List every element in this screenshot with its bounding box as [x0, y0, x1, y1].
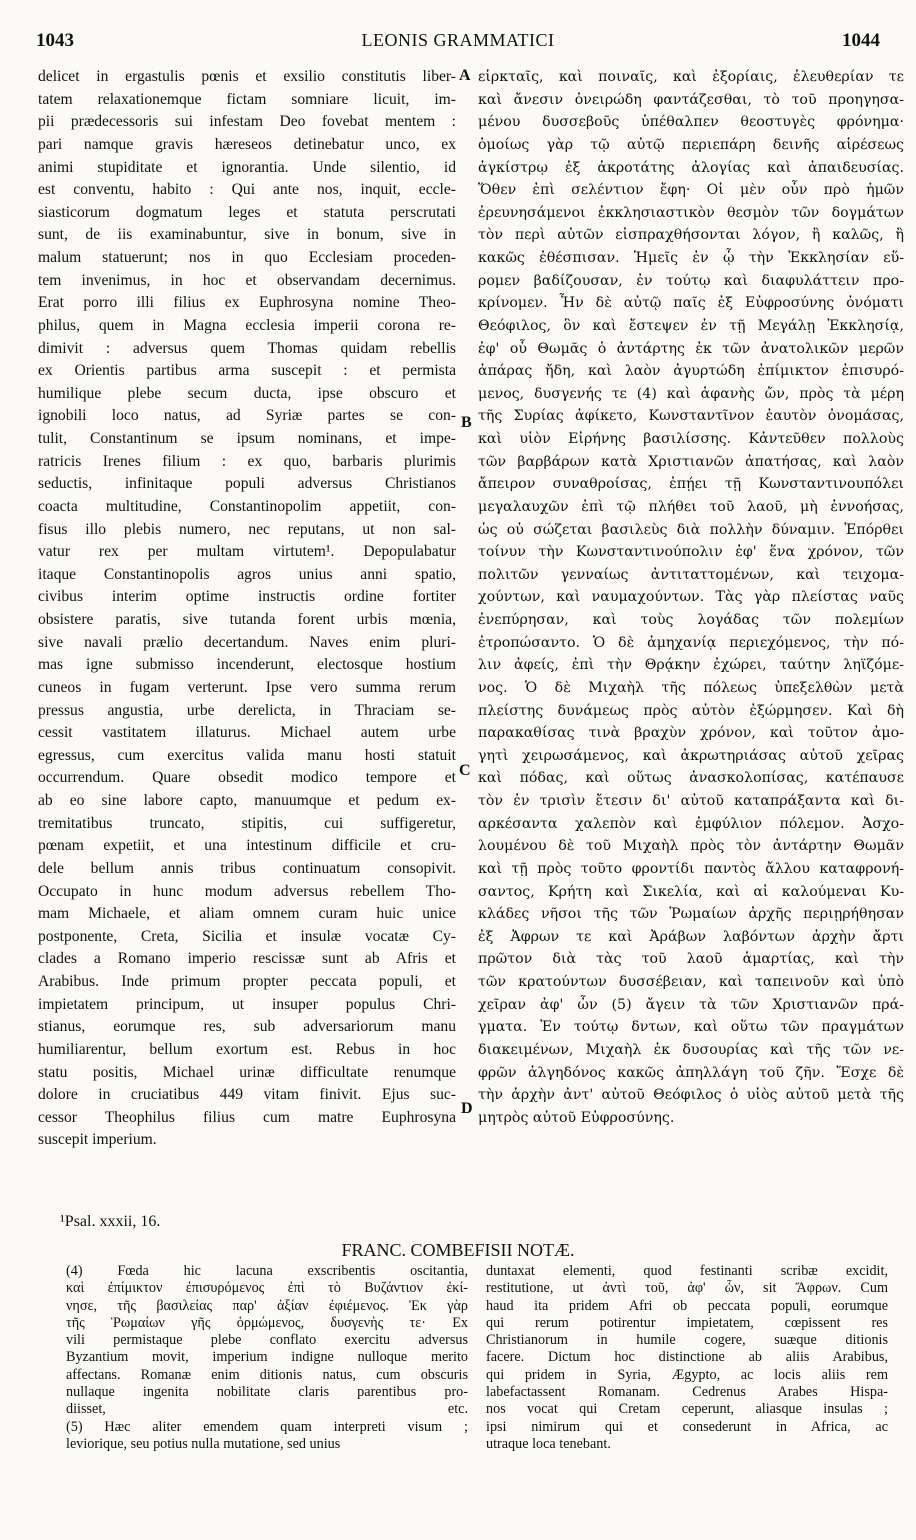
latin-line: civibus interim optime instructis ordine fortiter — [38, 588, 456, 606]
note-line: affectans. Romanæ enim ditionis natus, cum obscuris — [66, 1366, 468, 1383]
latin-line: dolore in cruciatibus 449 vitam finivit. Ejus suc- — [38, 1086, 456, 1104]
notes-left-column — [66, 1263, 468, 1453]
note-line: haud ita pridem Afri ob peccata populi, eorumque — [486, 1297, 888, 1314]
greek-line: πλείστης δυνάμεως πρὸς αὐτὸν ἐξώρμησεν. Καὶ δὴ — [478, 702, 904, 719]
latin-line: dimivit : adversus quem Thomas quidam rebellis — [38, 339, 456, 357]
notes-title: FRANC. COMBEFISII NOTÆ. — [341, 1240, 575, 1260]
latin-line: itaque Constantinopolis agros unius anni spatio, — [38, 565, 456, 583]
latin-line: cessor Theophilus filius cum matre Euphrosyna — [38, 1108, 456, 1126]
greek-line: εἱρκταῖς, καὶ ποιναῖς, καὶ ἐξορίαις, ἐλευθερίαν τε — [478, 69, 904, 85]
latin-line: philus, quem in Magna ecclesia imperii corona re- — [38, 316, 456, 334]
greek-line: καὶ υἱὸν Εἰρήνης βασιλίσσης. Κἀντεῦθεν πολλοὺς — [478, 431, 904, 447]
greek-line: ἀγκίστρῳ ἐξ ἀκροτάτης ἀλογίας καὶ ἀπαιδευσίας. — [478, 159, 904, 176]
note-line: duntaxat elementi, quod festinanti scribæ excidit, — [486, 1263, 888, 1279]
greek-line: τοίνυν τὴν Κωνσταντινούπολιν ἐφ' ἕνα χρόνον, τῶν — [478, 544, 904, 561]
greek-line: μένου δυσσεβοῦς ὑπέθαλπεν θεοστυγὲς φρόνημα· — [478, 114, 904, 131]
greek-line: ἐξ Ἀφρων τε καὶ Ἀράβων λαβόντων ἀρχὴν ἄρτι — [478, 928, 904, 945]
greek-line: ὁμοίως γὰρ τῷ αὐτῷ περιεπάρη δεινῆς αἱρέσεως — [478, 136, 904, 153]
latin-line: egressus, cum exercitus valida manu hosti statuit — [38, 746, 456, 764]
greek-line: ἀπάρας ἤδη, καὶ λαὸν ἀγυρτώδη ἐπίμικτον ἐπισυρό- — [478, 363, 904, 380]
greek-line: τῶν βαρβάρων κατὰ Χριστιανῶν ἀπατήσας, καὶ λαὸν — [478, 453, 904, 470]
greek-line: τῶν κρατούντων δυσσέβειαν, καὶ ταπεινοῦν καὶ ὑπὸ — [478, 974, 904, 990]
page-number-right: 1044 — [842, 30, 880, 51]
note-line: qui rerum potirentur impietatem, cœpissent res — [486, 1314, 888, 1331]
note-line: (4) Fœda hic lacuna exscribentis oscitantia, — [66, 1263, 468, 1279]
note-line: τῆς Ῥωμαίων γῆς ὁρμώμενος, δυσγενὴς τε· Ex — [66, 1314, 468, 1331]
greek-line: κακῶς ἐθέσπισαν. Ἡμεῖς ἐν ᾧ τὴν Ἐκκλησίαν εὕ- — [478, 250, 904, 266]
latin-line: tem invenimus, in hoc et observandam decernimus. — [38, 271, 456, 289]
note-line: (5) Hæc aliter emendem quam interpreti visum ; — [66, 1418, 468, 1435]
greek-line: γματα. Ἐν τούτῳ δντων, καὶ οὕτω τῶν πραγμάτων — [478, 1019, 904, 1036]
latin-line: coacta multitudine, Constantinopolim appetiit, con- — [38, 497, 456, 515]
note-line: facere. Dictum hoc distinctione ab aliis Arabibus, — [486, 1349, 888, 1366]
note-line: nullaque ingenita nobilitate claris parentibus pro- — [66, 1384, 468, 1401]
latin-line: est conventu, habito : Qui ante nos, inquit, eccle- — [38, 181, 456, 199]
greek-line: καὶ ἄνεσιν ὀνειρώδη φαντάζεσθαι, τὸ τοῦ προηγησα- — [478, 91, 904, 108]
latin-line: ignobili loco natus, ad Syriæ partes se con- — [38, 407, 456, 425]
greek-line: διακειμένων, Μιχαὴλ ἐκ δυσουρίας καὶ τῆς τῶν νε- — [478, 1041, 904, 1058]
latin-column — [38, 66, 456, 1152]
note-line: leviorique, seu potius nulla mutatione, sed unius — [66, 1435, 341, 1452]
greek-line: τὴν ἀρχὴν ἀντ' αὐτοῦ Θεόφιλος ὁ υἱὸς αὐτοῦ μετὰ τῆς — [478, 1087, 904, 1104]
greek-line: καὶ τῇ πρὸς τοῦτο φροντίδι παντὸς ἄλλου καταφρονή- — [478, 860, 904, 877]
latin-line: ratricis Irenes filium : ex quo, barbaris plurimis — [38, 452, 456, 470]
latin-line: pœnam expetiit, et una intestinum difficile et cru- — [38, 837, 456, 855]
greek-line: τὸν ἐν τρισὶν ἔτεσιν δι' αὐτοῦ καταπράξαντα καὶ δι- — [478, 793, 904, 809]
greek-line: πρῶτον διὰ τὰς τοῦ λαοῦ ἁμαρτίας, καὶ τὴν — [478, 951, 904, 968]
greek-line: παρακαθίσας τινὰ βραχὺν χρόνον, καὶ τοῦτον ἀμο- — [478, 725, 904, 742]
latin-line: statu positis, Michael urinæ difficultate renumque — [38, 1063, 456, 1081]
latin-line: stianus, eorumque res, sub adversariorum manu — [38, 1018, 456, 1036]
note-line: diisset, etc. — [66, 1401, 468, 1418]
greek-line: μητρὸς αὐτοῦ Εὐφροσύνης. — [478, 1109, 675, 1126]
greek-line: χεῖραν ἀφ' ὧν (5) ἄγειν τὰ τῶν Χριστιανῶν πρά- — [478, 996, 904, 1013]
greek-line: νος. Ὁ δὲ Μιχαὴλ τῆς πόλεως ὑπεξελθὼν μετὰ — [478, 679, 904, 696]
latin-line: suscepit imperium. — [38, 1131, 157, 1149]
greek-line: καὶ πόδας, καὶ οὕτως ἀνασκολοπίσας, κατέπαυσε — [478, 770, 904, 787]
latin-line: Erat porro illi filius ex Euphrosyna nomine Theo- — [38, 294, 456, 312]
greek-line: ἐρευνησάμενοι ἐκκλησιαστικὸν θεσμὸν τῶν δογμάτων — [478, 204, 904, 221]
greek-line: ἐτροπώσαντο. Ὁ δὲ ἀμηχανίᾳ περιεχόμενος, τὴν πό- — [478, 634, 904, 651]
latin-line: Occupato in hunc modum adversus rebellem Tho- — [38, 882, 456, 900]
latin-line: cuneos in fugam verterunt. Ipse vero summa rerum — [38, 678, 456, 696]
note-line: ipsi nimirum qui et consederunt in Africa, ac — [486, 1418, 888, 1435]
latin-line: humiliarentur, bellum exortum est. Rebus in hoc — [38, 1040, 456, 1058]
note-line: Byzantium movit, imperium indigne nulloque merito — [66, 1349, 468, 1366]
latin-line: dele bellum annis tribus continuatum consopivit. — [38, 859, 456, 877]
greek-line: τὸν περὶ αὐτῶν εἰσπραχθήσονται λόγον, ἢ καλῶς, ἢ — [478, 227, 904, 244]
running-header — [36, 30, 880, 60]
greek-line: τῆς Συρίας ἀφίκετο, Κωνσταντῖνον ἑαυτὸν ὀνομάσας, — [478, 408, 904, 425]
greek-line: ὡς οὐ σώζεται βασιλεὺς διὰ πολλὴν δύναμιν. Ἐπόρθει — [478, 521, 904, 538]
greek-line: Ὅθεν ἐπὶ σελέντιον ἔφη· Οἱ μὲν οὖν πρὸ ἡμῶν — [478, 182, 904, 199]
margin-letter-a: A — [459, 67, 471, 84]
latin-line: occurrendum. Quare obsedit modico tempore et — [38, 769, 456, 787]
greek-line: μενος, δυσγενής τε (4) καὶ ἀφανὴς ὤν, πρὸς τὰ μέρη — [478, 385, 904, 402]
latin-line: postponente, Creta, Sicilia et insulæ vocatæ Cy- — [38, 927, 456, 945]
latin-line: tremitatibus truncato, stipitis, cui suffigeretur, — [38, 814, 456, 832]
greek-column — [478, 66, 904, 1129]
latin-line: ex Orientis partibus arma suscepit : et permista — [38, 362, 456, 380]
greek-line: λιν ἀφείς, ἐπὶ τὴν Θρᾴκην ἐχώρει, ταύτην ληϊζόμε- — [478, 657, 904, 674]
note-line: qui pridem in Syria, Ægypto, ac locis aliis rem — [486, 1366, 888, 1383]
greek-line: μεγαλαυχῶν ἐπὶ τῷ πλήθει τοῦ λαοῦ, μὴ ἐννοήσας, — [478, 498, 904, 515]
note-line: νησε, τῆς βασιλείας παρ' ἀξίαν ἐφιέμενος. Ἐκ γὰρ — [66, 1297, 468, 1314]
latin-line: pressus angustia, urbe derelicta, in Thraciam se- — [38, 701, 456, 719]
latin-line: tulit, Constantinum se ipsum nominans, et impe- — [38, 430, 456, 447]
latin-line: Arabibus. Inde primum propter peccata populi, et — [38, 973, 456, 990]
latin-line: pii prædecessoris sui infestam Deo fovebat mentem : — [38, 113, 456, 131]
greek-line: πολιτῶν γενναίως ἀντιταττομένων, καὶ τειχομα- — [478, 566, 904, 583]
greek-line: χούντων, καὶ ναυμαχούντων. Τὰς γὰρ πλείστας ναῦς — [478, 589, 904, 606]
note-line: utraque loca tenebant. — [486, 1435, 611, 1452]
margin-letter-d: D — [461, 1100, 473, 1117]
note-line: καὶ ἐπίμικτον ἐπισυρόμενος ἐπὶ τὸ Βυζάντιον ἐκί- — [66, 1280, 468, 1297]
note-line: restitutione, ut ἀντὶ τοῦ, ἀφ' ὧν, sit Ἄφρων. Cum — [486, 1280, 888, 1297]
note-line: vili permistaque plebe conflato exercitu adversus — [66, 1332, 468, 1349]
latin-line: clades a Romano imperio rescissæ sunt ab Afris et — [38, 950, 456, 968]
latin-line: humilique plebe secum ducta, ipse obscuro et — [38, 384, 456, 402]
latin-line: pari namque gravis hæreseos detinebatur unco, ex — [38, 135, 456, 153]
latin-line: cessit vastitatem illaturus. Michael autem urbe — [38, 724, 456, 742]
latin-line: sunt, de iis examinabuntur, sive in bonum, sive in — [38, 226, 456, 244]
latin-line: siasticorum dogmatum leges et statuta perscrutati — [38, 203, 456, 221]
note-line: Christianorum in humile cogere, suæque ditionis — [486, 1332, 888, 1349]
margin-letter-b: B — [461, 414, 472, 431]
note-line: labefactassent Romanam. Cedrenus Arabes Hispa- — [486, 1384, 888, 1401]
greek-line: ρομεν βαδίζουσαν, ἐν τούτῳ καὶ διαφυλάττειν προ- — [478, 272, 904, 289]
greek-line: ἐνεπύρησαν, καὶ τοὺς λογάδας τῶν πολεμίων — [478, 612, 904, 628]
latin-line: delicet in ergastulis pœnis et exsilio constitutis liber- — [38, 68, 456, 85]
latin-line: obsistere paratis, sive tutanda forent urbis mœnia, — [38, 611, 456, 628]
latin-line: tatem relaxationemque fictam somniare licuit, im- — [38, 90, 456, 108]
greek-line: φρῶν ἀλγηδόνος κακῶς ἀπηλλάγη τοῦ ζῆν. Ἔσχε δὲ — [478, 1064, 904, 1081]
footnote: ¹Psal. xxxii, 16. — [60, 1213, 161, 1230]
latin-line: vatur rex per multam virtutem¹. Depopulabatur — [38, 543, 456, 561]
greek-line: Θεόφιλος, ὃν καὶ ἔστεψεν ἐν τῇ Μεγάλῃ Ἐκκλησίᾳ, — [478, 317, 904, 334]
greek-line: ἐφ' οὗ Θωμᾶς ὁ ἀντάρτης ἐκ τῶν ἀνατολικῶν μερῶν — [478, 340, 904, 357]
latin-line: animi stupiditate et ignorantia. Unde silentio, id — [38, 158, 456, 176]
latin-line: mam Michaele, et aliam omnem curam huic unice — [38, 905, 456, 923]
latin-line: fisus illo plebis numero, nec reputans, ut non sal- — [38, 520, 456, 538]
greek-line: κλάδες νῆσοι τῆς τῶν Ῥωμαίων ἀρχῆς περιῃρήθησαν — [478, 906, 904, 923]
latin-line: mas igne submisso incenderunt, electosque hostium — [38, 656, 456, 674]
latin-line: sive navali prælio decertandum. Naves enim pluri- — [38, 633, 456, 651]
greek-line: γητὶ χειρωσάμενος, καὶ ἀκρωτηριάσας αὐτοῦ χεῖρας — [478, 747, 904, 764]
latin-line: malum statuerunt; nos in quo Ecclesiam proceden- — [38, 249, 456, 266]
greek-line: λουμένου δὲ τοῦ Μιχαὴλ πρὸς τὸν ἀντάρτην Θωμᾶν — [478, 838, 904, 855]
notes-right-column — [486, 1263, 888, 1453]
running-title: LEONIS GRAMMATICI — [361, 30, 555, 50]
latin-line: ab eo sine labore capto, manuumque et pedum ex- — [38, 792, 456, 809]
greek-line: ἄπειρον συναθροίσας, ἐπῄει τῇ Κωνσταντινουπόλει — [478, 476, 904, 493]
latin-line: impietatem principum, ut insuper populus Chri- — [38, 995, 456, 1013]
margin-letter-c: C — [459, 762, 471, 779]
greek-line: κρίνομεν. Ἦν δὲ αὐτῷ παῖς ἐξ Εὐφροσύνης ὀνόματι — [478, 295, 904, 312]
greek-line: αρκέσαντα χαλεπὸν καὶ ἐμφύλιον πόλεμον. Ἀσχο- — [478, 815, 904, 832]
latin-line: seductis, infinitaque populi adversus Christianos — [38, 475, 456, 493]
greek-line: σαντος, Κρήτη καὶ Σικελία, καὶ αἱ καλούμεναι Κυ- — [478, 883, 904, 900]
note-line: nos vocat qui Cretam ceperunt, aliasque insulas ; — [486, 1401, 888, 1418]
page-number-left: 1043 — [36, 30, 74, 51]
